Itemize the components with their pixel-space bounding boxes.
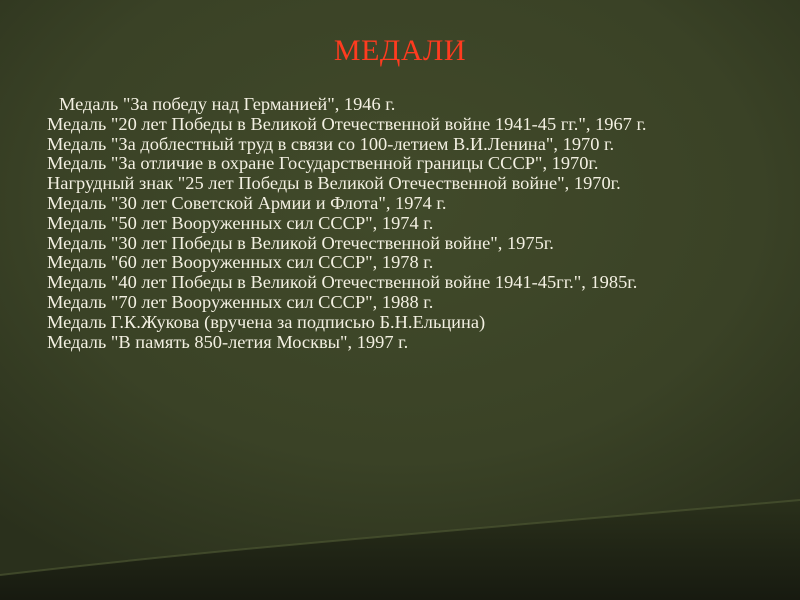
list-item: Медаль "30 лет Советской Армии и Флота", 1974 г. xyxy=(47,192,447,213)
slide-title: МЕДАЛИ xyxy=(333,34,467,67)
medal-list xyxy=(47,95,787,352)
list-item: Медаль "60 лет Вооруженных сил СССР", 1978 г. xyxy=(47,252,434,273)
list-item: Медаль "За победу над Германией", 1946 г. xyxy=(59,94,396,114)
list-item: Медаль "За доблестный труд в связи со 100-летием В.И.Ленина", 1970 г. xyxy=(47,133,615,154)
list-item: Медаль "50 лет Вооруженных сил СССР", 1974 г. xyxy=(47,212,434,233)
list-item: Медаль "За отличие в охране Государственной границы СССР", 1970г. xyxy=(47,153,599,174)
list-item: Медаль "40 лет Победы в Великой Отечественной войне 1941-45гг.", 1985г. xyxy=(47,272,638,293)
list-item: Медаль "30 лет Победы в Великой Отечественной войне", 1975г. xyxy=(47,232,554,253)
list-item: Нагрудный знак "25 лет Победы в Великой Отечественной войне", 1970г. xyxy=(47,173,621,194)
list-item: Медаль "20 лет Победы в Великой Отечественной войне 1941-45 гг.", 1967 г. xyxy=(47,113,647,134)
list-item: Медаль "В память 850-летия Москвы", 1997 г. xyxy=(47,331,409,352)
list-item: Медаль "70 лет Вооруженных сил СССР", 1988 г. xyxy=(47,291,434,312)
list-item: Медаль Г.К.Жукова (вручена за подписью Б.Н.Ельцина) xyxy=(47,311,486,332)
